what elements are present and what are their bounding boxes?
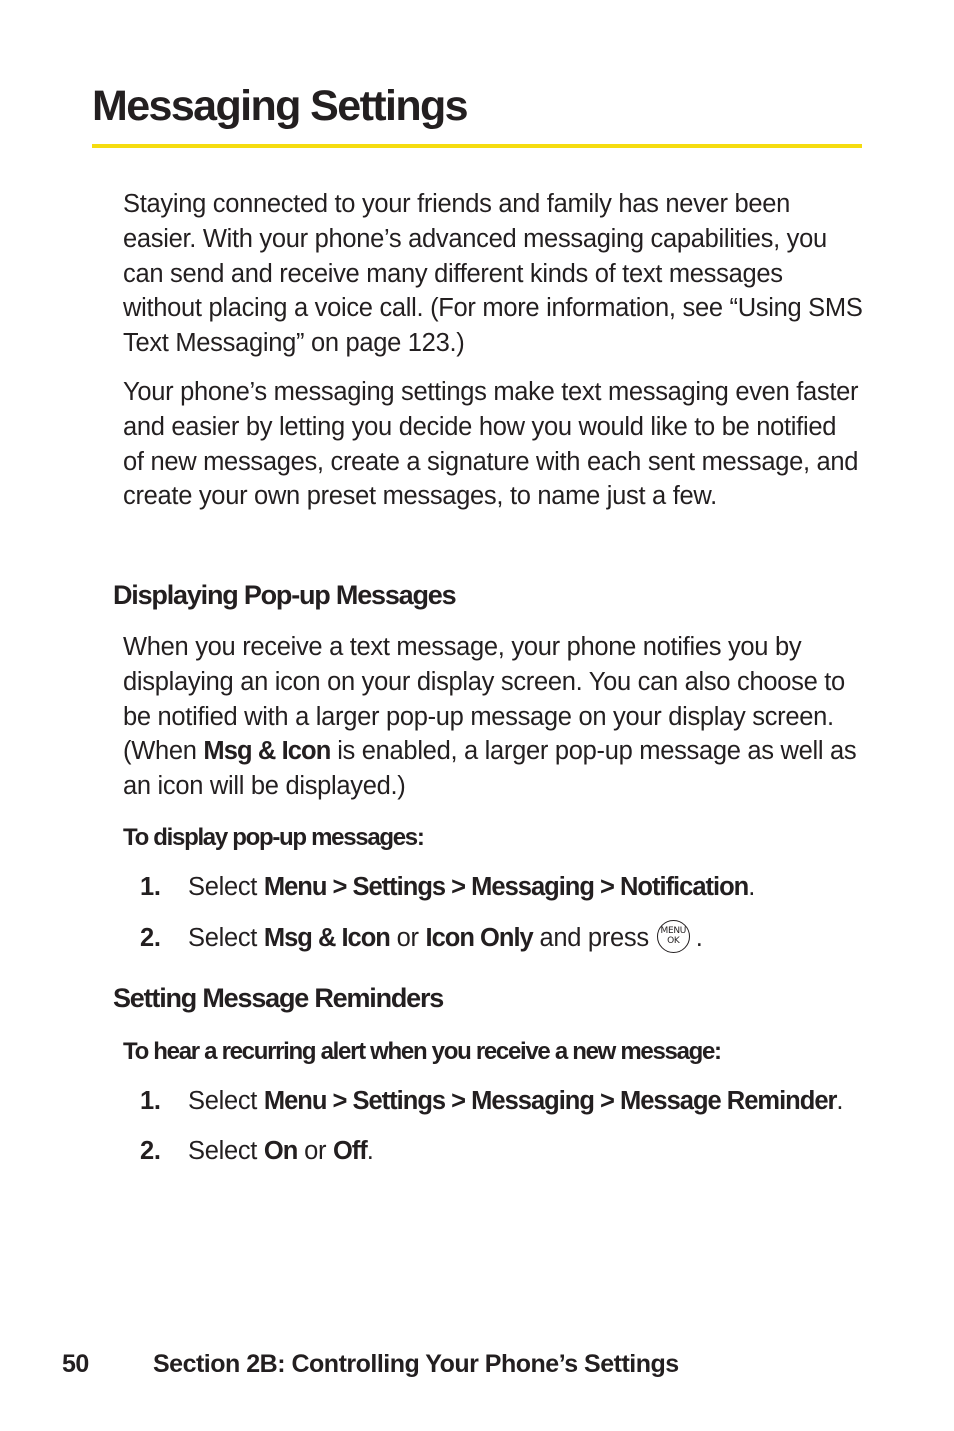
reminders-step-2 [140,1137,374,1166]
step-press: and press [532,924,649,952]
step-number: 2. [140,924,161,952]
popup-procedure-title: To display pop-up messages: [123,824,424,851]
step-number: 1. [140,1087,161,1115]
step-number: 2. [140,1137,161,1165]
intro-paragraph-1: Staying connected to your friends and family has never been easier. With your phone’s advanced messaging capabilities, you can send and receive many different kinds of text messages without placing a voice call. (For more information, see “Using SMS Text Messaging” on page 123.) [123,190,863,358]
step-end: . [366,1137,374,1165]
step-number: 1. [140,873,161,901]
intro-paragraph-2: Your phone’s messaging settings make text messaging even faster and easier by letting you decide how you would like to be notified of new messages, create a signature with each sent message, and create your own preset messages, to name just a few. [123,378,859,511]
reminders-procedure-title: To hear a recurring alert when you receive a new message: [123,1038,721,1065]
popup-paragraph [123,630,863,804]
step-menu-path: Menu > Settings > Messaging > Message Reminder [263,1087,837,1115]
popup-step-1 [140,873,755,902]
step-text: Select [188,873,264,901]
key-label-top: MENU [660,925,687,936]
popup-text-a: When you receive a text message, your phone notifies you by displaying an icon on your display screen. You can also choose to be notified with a larger pop-up message on your display screen. (When [123,633,845,766]
popup-text-bold: Msg & Icon [203,737,331,766]
page-title: Messaging Settings [92,82,467,130]
popup-step-2 [140,924,703,953]
page-number: 50 [62,1350,89,1378]
section-title: Section 2B: Controlling Your Phone’s Settings [153,1350,679,1378]
step-end: . [695,924,703,952]
key-label-bottom: OK [667,935,680,946]
step-or: or [297,1137,333,1165]
step-text: Select [188,924,264,952]
step-menu-path: Menu > Settings > Messaging > Notification [263,873,749,901]
menu-ok-key-icon [657,920,690,953]
popup-text-b: is enabled, a larger pop-up message as well as an icon will be displayed.) [123,737,857,801]
popup-heading: Displaying Pop-up Messages [113,580,456,610]
option-icon-only: Icon Only [425,924,533,952]
step-end: . [748,873,756,901]
title-underline [92,144,862,148]
step-or: or [389,924,426,952]
reminders-heading: Setting Message Reminders [113,983,444,1013]
reminders-step-1 [140,1087,843,1116]
option-msg-icon: Msg & Icon [263,924,390,952]
step-text: Select [188,1137,264,1165]
step-end: . [836,1087,844,1115]
step-text: Select [188,1087,264,1115]
option-on: On [263,1137,298,1165]
option-off: Off [332,1137,367,1165]
